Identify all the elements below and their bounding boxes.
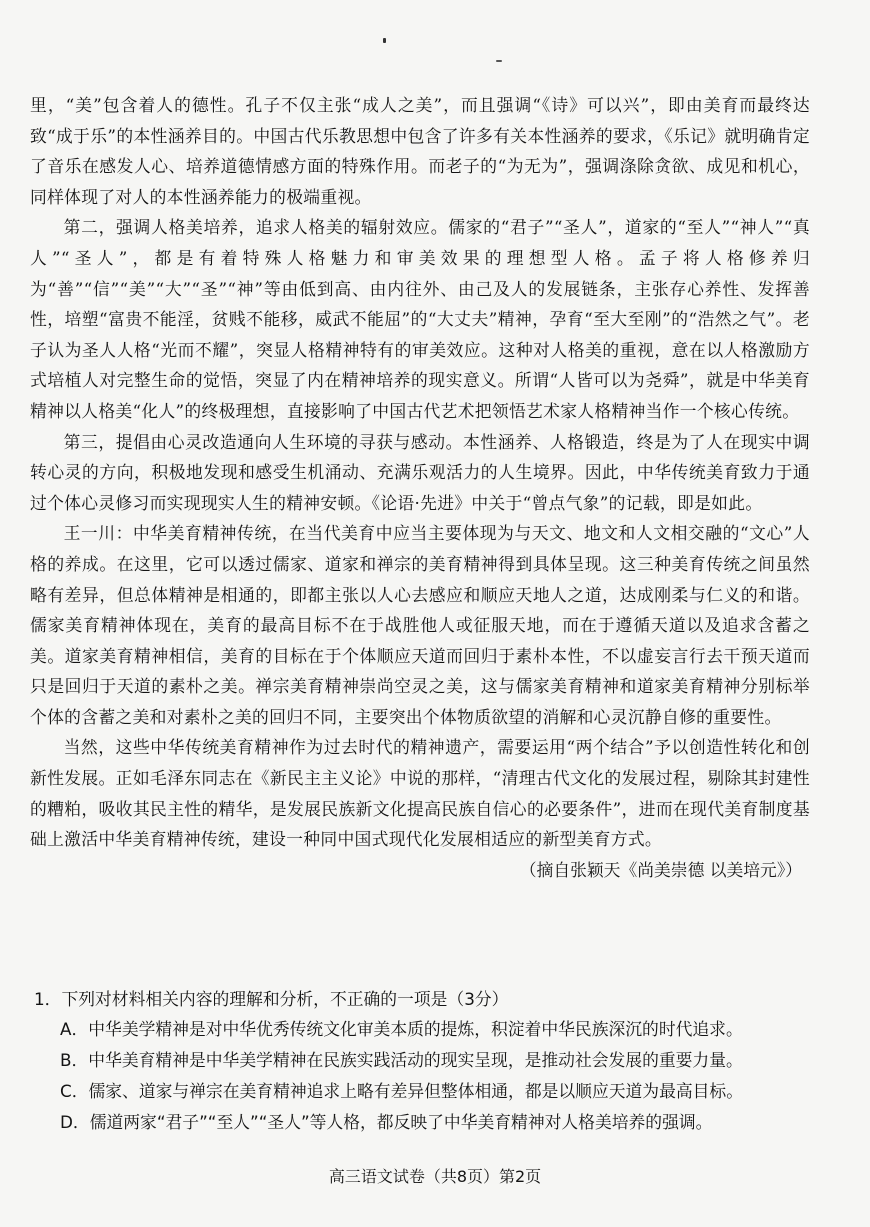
page-footer: 高三语文试卷（共8页）第2页 bbox=[328, 1167, 542, 1186]
scan-speck bbox=[383, 38, 386, 43]
passage-paragraph: 王一川：中华美育精神传统，在当代美育中应当主要体现为与天文、地文和人文相交融的“文心”人格的养成。在这里，它可以透过儒家、道家和禅宗的美育精神得到具体呈现。这三种美育传统之间虽然略有差异，但总体精神是相通的，即都主张以人心去感应和顺应天地人之道，达成刚柔与仁义的和谐。儒家美育精神体现在，美育的最高目标不在于战胜他人或征服天地，而在于遵循天道以及追求含蓄之美。道家美育精神相信，美育的目标在于个体顺应天道而回归于素朴本性，不以虚妄言行去干预天道而只是回归于天道的素朴之美。禅宗美育精神崇尚空灵之美，这与儒家美育精神和道家美育精神分别标举个体的含蓄之美和对素朴之美的回归不同，主要突出个体物质欲望的消解和心灵沉静自修的重要性。 bbox=[30, 523, 810, 727]
option-d: D．儒道两家“君子”“至人”“圣人”等人格，都反映了中华美育精神对人格美培养的强调。 bbox=[60, 1112, 713, 1132]
passage-paragraph: 里，“美”包含着人的德性。孔子不仅主张“成人之美”，而且强调“《诗》可以兴”，即由美育而最终达致“成于乐”的本性涵养目的。中国古代乐教思想中包含了许多有关本性涵养的要求，《乐记》就明确肯定了音乐在感发人心、培养道德情感方面的特殊作用。而老子的“为无为”，强调涤除贪欲、成见和机心，同样体现了对人的本性涵养能力的极端重视。 bbox=[30, 95, 810, 207]
option-a: A．中华美学精神是对中华优秀传统文化审美本质的提炼，积淀着中华民族深沉的时代追求。 bbox=[60, 1019, 743, 1039]
source-citation: （摘自张颖天《尚美崇德 以美培元》） bbox=[519, 859, 802, 880]
option-c: C．儒家、道家与禅宗在美育精神追求上略有差异但整体相通，都是以顺应天道为最高目标。 bbox=[60, 1081, 743, 1101]
scan-speck bbox=[496, 60, 502, 62]
passage-paragraph: 第二，强调人格美培养，追求人格美的辐射效应。儒家的“君子”“圣人”，道家的“至人”“神人”“真人”“圣人”，都是有着特殊人格魅力和审美效果的理想型人格。孟子将人格修养归为“善”“信”“美”“大”“圣”“神”等由低到高、由内往外、由己及人的发展链条，主张存心养性、发挥善性，培塑“富贵不能淫，贫贱不能移，威武不能屈”的“大丈夫”精神，孕育“至大至刚”的“浩然之气”。老子认为圣人人格“光而不耀”，突显人格精神特有的审美效应。这种对人格美的重视，意在以人格激励方式培植人对完整生命的觉悟，突显了内在精神培养的现实意义。所谓“人皆可以为尧舜”，就是中华美育精神以人格美“化人”的终极理想，直接影响了中国古代艺术把领悟艺术家人格精神当作一个核心传统。 bbox=[30, 217, 810, 421]
question-stem: 1．下列对材料相关内容的理解和分析，不正确的一项是（3分） bbox=[34, 989, 509, 1009]
reading-passage bbox=[30, 90, 810, 885]
passage-paragraph: 第三，提倡由心灵改造通向人生环境的寻获与感动。本性涵养、人格锻造，终是为了人在现实中调转心灵的方向，积极地发现和感受生机涌动、充满乐观活力的人生境界。因此，中华传统美育致力于通过个体心灵修习而实现现实人生的精神安顿。《论语·先进》中关于“曾点气象”的记载，即是如此。 bbox=[30, 431, 810, 513]
passage-paragraph: 当然，这些中华传统美育精神作为过去时代的精神遗产，需要运用“两个结合”予以创造性转化和创新性发展。正如毛泽东同志在《新民主主义论》中说的那样，“清理古代文化的发展过程，剔除其封建性的糟粕，吸收其民主性的精华，是发展民族新文化提高民族自信心的必要条件”，进而在现代美育制度基础上激活中华美育精神传统，建设一种同中国式现代化发展相适应的新型美育方式。 bbox=[30, 737, 810, 850]
option-b: B．中华美育精神是中华美学精神在民族实践活动的现实呈现，是推动社会发展的重要力量。 bbox=[60, 1050, 743, 1070]
question-1 bbox=[34, 984, 814, 1138]
